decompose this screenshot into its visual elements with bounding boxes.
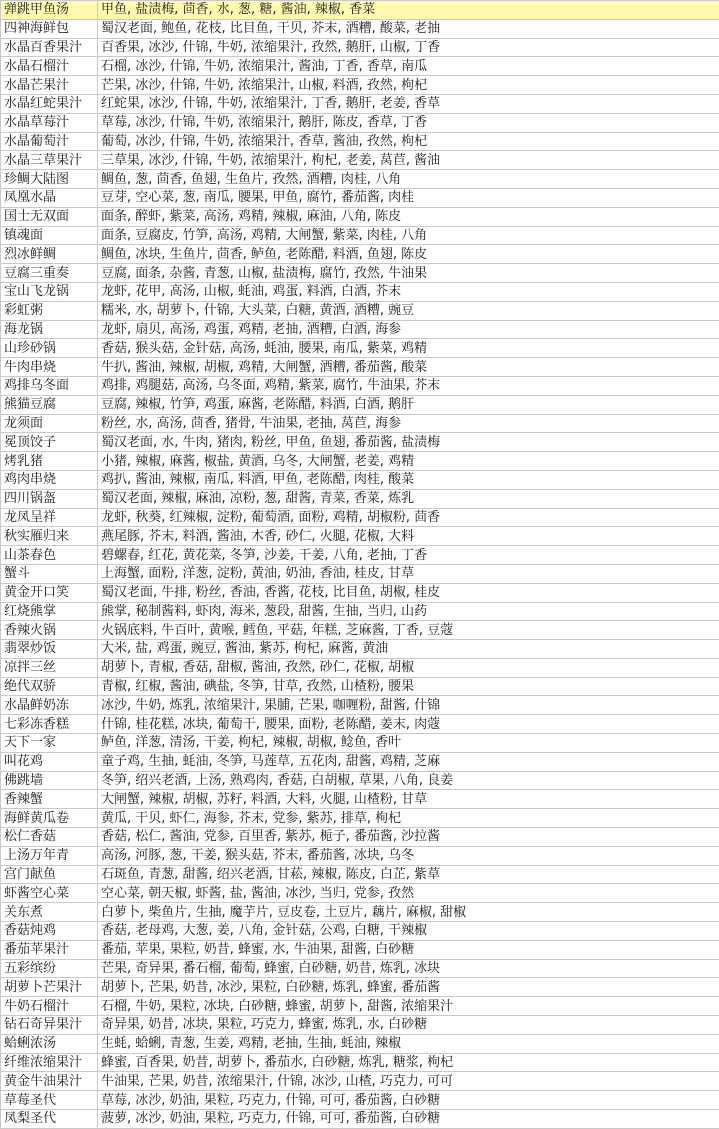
dish-name-cell: 凤凰水晶 xyxy=(1,188,98,207)
dish-name-cell: 熊猫豆腐 xyxy=(1,395,98,414)
table-row xyxy=(1,922,719,941)
dish-name-cell: 秋实雁归来 xyxy=(1,527,98,546)
dish-name-cell: 黄金开口笑 xyxy=(1,583,98,602)
ingredients-cell: 大闸蟹, 辣椒, 胡椒, 苏籽, 料酒, 大料, 火腿, 山楂粉, 甘草 xyxy=(98,790,719,809)
dish-name-cell: 四川锅盔 xyxy=(1,489,98,508)
dish-name-cell: 松仁香菇 xyxy=(1,828,98,847)
table-row xyxy=(1,94,719,113)
ingredients-cell: 蜀汉老面, 辣椒, 麻油, 凉粉, 葱, 甜酱, 青菜, 香菜, 炼乳 xyxy=(98,489,719,508)
table-row xyxy=(1,395,719,414)
ingredients-cell: 鸡扒, 酱油, 辣椒, 南瓜, 料酒, 甲鱼, 老陈醋, 肉桂, 酸菜 xyxy=(98,470,719,489)
table-row xyxy=(1,959,719,978)
table-row xyxy=(1,564,719,583)
table-row xyxy=(1,1034,719,1053)
dish-name-cell: 钻石奇异果汁 xyxy=(1,1016,98,1035)
ingredients-cell: 香菇, 猴头菇, 金针菇, 高汤, 蚝油, 腰果, 南瓜, 紫菜, 鸡精 xyxy=(98,339,719,358)
table-row xyxy=(1,320,719,339)
ingredients-cell: 大米, 盐, 鸡蛋, 豌豆, 酱油, 紫苏, 枸杞, 麻酱, 黄油 xyxy=(98,640,719,659)
dish-name-cell: 黄金牛油果汁 xyxy=(1,1072,98,1091)
ingredients-cell: 冬笋, 绍兴老酒, 上汤, 熟鸡肉, 香菇, 白胡椒, 草果, 八角, 良姜 xyxy=(98,771,719,790)
table-row xyxy=(1,245,719,264)
table-row xyxy=(1,583,719,602)
table-row xyxy=(1,846,719,865)
table-row xyxy=(1,19,719,38)
ingredients-cell: 什锦, 桂花糕, 冰块, 葡萄干, 腰果, 面粉, 老陈醋, 姜末, 肉蔻 xyxy=(98,715,719,734)
dish-name-cell: 草莓圣代 xyxy=(1,1091,98,1110)
ingredients-cell: 香菇, 松仁, 酱油, 党参, 百里香, 紫苏, 栀子, 番茄酱, 沙拉酱 xyxy=(98,828,719,847)
table-row xyxy=(1,188,719,207)
ingredients-cell: 葡萄, 冰沙, 什锦, 牛奶, 浓缩果汁, 香草, 酱油, 孜然, 枸杞 xyxy=(98,132,719,151)
ingredients-cell: 面条, 醉虾, 紫菜, 高汤, 鸡精, 辣椒, 麻油, 八角, 陈皮 xyxy=(98,207,719,226)
ingredients-cell: 菠萝, 冰沙, 奶油, 果粒, 巧克力, 什锦, 可可, 番茄酱, 白砂糖 xyxy=(98,1110,719,1129)
table-row xyxy=(1,376,719,395)
ingredients-cell: 石榴, 牛奶, 果粒, 冰块, 白砂糖, 蜂蜜, 胡萝卜, 甜酱, 浓缩果汁 xyxy=(98,997,719,1016)
dish-name-cell: 水晶百香果汁 xyxy=(1,38,98,57)
ingredients-cell: 百香果, 冰沙, 什锦, 牛奶, 浓缩果汁, 孜然, 鹅肝, 山椒, 丁香 xyxy=(98,38,719,57)
table-row xyxy=(1,771,719,790)
dish-name-cell: 鸡排乌冬面 xyxy=(1,376,98,395)
ingredients-cell: 高汤, 河豚, 葱, 干姜, 猴头菇, 芥末, 番茄酱, 冰块, 乌冬 xyxy=(98,846,719,865)
dish-name-cell: 蛤蜊浓汤 xyxy=(1,1034,98,1053)
ingredients-cell: 石斑鱼, 青葱, 甜酱, 绍兴老酒, 甘菘, 辣椒, 陈皮, 白芷, 紫草 xyxy=(98,865,719,884)
dish-name-cell: 弹跳甲鱼汤 xyxy=(1,1,98,20)
table-row xyxy=(1,1072,719,1091)
dish-name-cell: 豆腐三重奏 xyxy=(1,264,98,283)
dish-name-cell: 鸡肉串烧 xyxy=(1,470,98,489)
dish-name-cell: 蟹斗 xyxy=(1,564,98,583)
table-row xyxy=(1,903,719,922)
ingredients-cell: 蜀汉老面, 水, 牛肉, 猪肉, 粉丝, 甲鱼, 鱼翅, 番茄酱, 盐渍梅 xyxy=(98,433,719,452)
table-row xyxy=(1,226,719,245)
ingredients-cell: 蜂蜜, 百香果, 奶昔, 胡萝卜, 番茄水, 白砂糖, 炼乳, 糖浆, 枸杞 xyxy=(98,1053,719,1072)
table-row xyxy=(1,113,719,132)
ingredients-cell: 草莓, 冰沙, 奶油, 果粒, 巧克力, 什锦, 可可, 番茄酱, 白砂糖 xyxy=(98,1091,719,1110)
table-row xyxy=(1,677,719,696)
table-row xyxy=(1,809,719,828)
table-row xyxy=(1,452,719,471)
table-row xyxy=(1,207,719,226)
dish-name-cell: 翡翠炒饭 xyxy=(1,640,98,659)
dish-name-cell: 香菇炖鸡 xyxy=(1,922,98,941)
dish-name-cell: 上汤万年青 xyxy=(1,846,98,865)
ingredients-cell: 冰沙, 牛奶, 炼乳, 浓缩果汁, 果脯, 芒果, 咖喱粉, 甜酱, 什锦 xyxy=(98,696,719,715)
dish-name-cell: 香辣火锅 xyxy=(1,621,98,640)
dish-name-cell: 牛奶石榴汁 xyxy=(1,997,98,1016)
ingredients-cell: 三草果, 冰沙, 什锦, 牛奶, 浓缩果汁, 枸杞, 老姜, 莴苣, 酱油 xyxy=(98,151,719,170)
dish-name-cell: 水晶葡萄汁 xyxy=(1,132,98,151)
ingredients-cell: 豆芽, 空心菜, 葱, 南瓜, 腰果, 甲鱼, 腐竹, 番茄酱, 肉桂 xyxy=(98,188,719,207)
ingredients-cell: 鲷鱼, 冰块, 生鱼片, 茴香, 鲈鱼, 老陈醋, 料酒, 鱼翅, 陈皮 xyxy=(98,245,719,264)
dish-name-cell: 山茶春色 xyxy=(1,546,98,565)
dish-name-cell: 胡萝卜芒果汁 xyxy=(1,978,98,997)
dish-name-cell: 凤梨圣代 xyxy=(1,1110,98,1129)
dish-name-cell: 海龙锅 xyxy=(1,320,98,339)
ingredients-cell: 燕尾豚, 芥末, 料酒, 酱油, 木香, 砂仁, 火腿, 花椒, 大料 xyxy=(98,527,719,546)
table-row xyxy=(1,621,719,640)
ingredients-cell: 牛扒, 酱油, 辣椒, 胡椒, 鸡精, 大闸蟹, 酒糟, 番茄酱, 酸菜 xyxy=(98,358,719,377)
ingredients-cell: 鲷鱼, 葱, 茴香, 鱼翅, 生鱼片, 孜然, 酒糟, 肉桂, 八角 xyxy=(98,170,719,189)
table-row xyxy=(1,658,719,677)
table-row xyxy=(1,865,719,884)
dish-name-cell: 绝代双骄 xyxy=(1,677,98,696)
table-row xyxy=(1,1091,719,1110)
ingredients-cell: 红蛇果, 冰沙, 什锦, 牛奶, 浓缩果汁, 丁香, 鹅肝, 老姜, 香草 xyxy=(98,94,719,113)
dish-name-cell: 番茄苹果汁 xyxy=(1,940,98,959)
table-row xyxy=(1,884,719,903)
dish-name-cell: 水晶红蛇果汁 xyxy=(1,94,98,113)
ingredients-cell: 豆腐, 面条, 杂酱, 青葱, 山椒, 盐渍梅, 腐竹, 孜然, 牛油果 xyxy=(98,264,719,283)
table-row xyxy=(1,828,719,847)
ingredients-cell: 龙虾, 秋葵, 红辣椒, 淀粉, 葡萄酒, 面粉, 鸡精, 胡椒粉, 茴香 xyxy=(98,508,719,527)
table-row xyxy=(1,339,719,358)
ingredients-cell: 石榴, 冰沙, 什锦, 牛奶, 浓缩果汁, 酱油, 丁香, 香草, 南瓜 xyxy=(98,57,719,76)
table-row xyxy=(1,546,719,565)
table-row xyxy=(1,132,719,151)
ingredients-cell: 黄瓜, 干贝, 虾仁, 海参, 芥末, 党参, 紫苏, 排草, 枸杞 xyxy=(98,809,719,828)
dish-name-cell: 海鲜黄瓜卷 xyxy=(1,809,98,828)
table-row xyxy=(1,470,719,489)
table-row xyxy=(1,1053,719,1072)
table-row xyxy=(1,978,719,997)
ingredients-cell: 龙虾, 花甲, 高汤, 山椒, 蚝油, 鸡蛋, 料酒, 白酒, 芥末 xyxy=(98,282,719,301)
ingredients-cell: 番茄, 苹果, 果粒, 奶昔, 蜂蜜, 水, 牛油果, 甜酱, 白砂糖 xyxy=(98,940,719,959)
dish-name-cell: 四神海鲜包 xyxy=(1,19,98,38)
dish-name-cell: 虾酱空心菜 xyxy=(1,884,98,903)
dish-name-cell: 佛跳墙 xyxy=(1,771,98,790)
dish-name-cell: 烤乳猪 xyxy=(1,452,98,471)
ingredients-cell: 白萝卜, 柴鱼片, 生抽, 魔芋片, 豆皮卷, 土豆片, 藕片, 麻椒, 甜椒 xyxy=(98,903,719,922)
table-row xyxy=(1,282,719,301)
ingredients-cell: 鲈鱼, 洋葱, 清汤, 干姜, 枸杞, 辣椒, 胡椒, 鲶鱼, 香叶 xyxy=(98,734,719,753)
dish-name-cell: 水晶芒果汁 xyxy=(1,76,98,95)
ingredients-cell: 胡萝卜, 青椒, 香菇, 甜椒, 酱油, 孜然, 砂仁, 花椒, 胡椒 xyxy=(98,658,719,677)
table-row xyxy=(1,790,719,809)
ingredients-cell: 鸡排, 鸡腿菇, 高汤, 乌冬面, 鸡精, 紫菜, 腐竹, 牛油果, 芥末 xyxy=(98,376,719,395)
table-row xyxy=(1,170,719,189)
table-row xyxy=(1,433,719,452)
table-row xyxy=(1,997,719,1016)
ingredients-cell: 豆腐, 辣椒, 竹笋, 鸡蛋, 麻酱, 老陈醋, 料酒, 白酒, 鹅肝 xyxy=(98,395,719,414)
dish-name-cell: 珍鲷大陆图 xyxy=(1,170,98,189)
ingredients-cell: 香菇, 老母鸡, 大葱, 姜, 八角, 金针菇, 公鸡, 白糖, 干辣椒 xyxy=(98,922,719,941)
ingredients-cell: 童子鸡, 生抽, 蚝油, 冬笋, 马莲草, 五花肉, 甜酱, 鸡精, 芝麻 xyxy=(98,752,719,771)
ingredients-cell: 龙虾, 扇贝, 高汤, 鸡蛋, 鸡精, 老抽, 酒糟, 白酒, 海参 xyxy=(98,320,719,339)
ingredients-cell: 上海蟹, 面粉, 洋葱, 淀粉, 黄油, 奶油, 香油, 桂皮, 甘草 xyxy=(98,564,719,583)
dish-name-cell: 国士无双面 xyxy=(1,207,98,226)
table-row xyxy=(1,715,719,734)
ingredients-cell: 碧螺春, 红花, 黄花菜, 冬笋, 沙姜, 干姜, 八角, 老抽, 丁香 xyxy=(98,546,719,565)
dish-name-cell: 关东煮 xyxy=(1,903,98,922)
dish-name-cell: 水晶三草果汁 xyxy=(1,151,98,170)
table-row xyxy=(1,602,719,621)
ingredients-cell: 奇异果, 奶昔, 冰块, 果粒, 巧克力, 蜂蜜, 炼乳, 水, 白砂糖 xyxy=(98,1016,719,1035)
dish-name-cell: 镇魂面 xyxy=(1,226,98,245)
table-row xyxy=(1,358,719,377)
table-row xyxy=(1,1,719,20)
ingredients-cell: 蜀汉老面, 鲍鱼, 花枝, 比目鱼, 干贝, 芥末, 酒糟, 酸菜, 老抽 xyxy=(98,19,719,38)
dish-name-cell: 宫门献鱼 xyxy=(1,865,98,884)
dish-name-cell: 冕顶饺子 xyxy=(1,433,98,452)
table-row xyxy=(1,1016,719,1035)
dish-name-cell: 纤维浓缩果汁 xyxy=(1,1053,98,1072)
table-row xyxy=(1,301,719,320)
ingredients-cell: 小猪, 辣椒, 麻酱, 椒盐, 黄酒, 乌冬, 大闸蟹, 老姜, 鸡精 xyxy=(98,452,719,471)
ingredients-cell: 胡萝卜, 芒果, 奶昔, 冰沙, 果粒, 白砂糖, 炼乳, 蜂蜜, 番茄酱 xyxy=(98,978,719,997)
dish-name-cell: 牛肉串烧 xyxy=(1,358,98,377)
recipe-table-body xyxy=(1,1,719,1129)
dish-name-cell: 红烧熊掌 xyxy=(1,602,98,621)
ingredients-cell: 芒果, 奇异果, 番石榴, 葡萄, 蜂蜜, 白砂糖, 奶昔, 炼乳, 冰块 xyxy=(98,959,719,978)
table-row xyxy=(1,527,719,546)
table-row xyxy=(1,1110,719,1129)
table-row xyxy=(1,508,719,527)
ingredients-cell: 空心菜, 朝天椒, 虾酱, 盐, 酱油, 冰沙, 当归, 党参, 孜然 xyxy=(98,884,719,903)
table-row xyxy=(1,151,719,170)
dish-name-cell: 水晶石榴汁 xyxy=(1,57,98,76)
table-row xyxy=(1,76,719,95)
table-row xyxy=(1,414,719,433)
dish-name-cell: 叫花鸡 xyxy=(1,752,98,771)
table-row xyxy=(1,264,719,283)
ingredients-cell: 牛油果, 芒果, 奶昔, 浓缩果汁, 什锦, 冰沙, 山楂, 巧克力, 可可 xyxy=(98,1072,719,1091)
ingredients-cell: 青椒, 红椒, 酱油, 碘盐, 冬笋, 甘草, 孜然, 山楂粉, 腰果 xyxy=(98,677,719,696)
table-row xyxy=(1,734,719,753)
ingredients-cell: 粉丝, 水, 高汤, 茴香, 猪骨, 牛油果, 老抽, 莴苣, 海参 xyxy=(98,414,719,433)
table-row xyxy=(1,640,719,659)
dish-name-cell: 宝山飞龙锅 xyxy=(1,282,98,301)
dish-name-cell: 五彩缤纷 xyxy=(1,959,98,978)
ingredients-cell: 熊掌, 秘制酱料, 虾肉, 海米, 葱段, 甜酱, 生抽, 当归, 山药 xyxy=(98,602,719,621)
dish-name-cell: 山珍砂锅 xyxy=(1,339,98,358)
table-row xyxy=(1,752,719,771)
dish-name-cell: 香辣蟹 xyxy=(1,790,98,809)
dish-name-cell: 七彩冻香糕 xyxy=(1,715,98,734)
dish-name-cell: 凉拌三丝 xyxy=(1,658,98,677)
table-row xyxy=(1,489,719,508)
dish-name-cell: 水晶鲜奶冻 xyxy=(1,696,98,715)
ingredients-cell: 火锅底料, 牛百叶, 黄喉, 鳕鱼, 平菇, 年糕, 芝麻酱, 丁香, 豆蔻 xyxy=(98,621,719,640)
ingredients-cell: 糯米, 水, 胡萝卜, 什锦, 大头菜, 白糖, 黄酒, 酒糟, 豌豆 xyxy=(98,301,719,320)
dish-name-cell: 烈冰鲜鲷 xyxy=(1,245,98,264)
ingredients-cell: 草莓, 冰沙, 什锦, 牛奶, 浓缩果汁, 鹅肝, 陈皮, 香草, 丁香 xyxy=(98,113,719,132)
ingredients-cell: 甲鱼, 盐渍梅, 茴香, 水, 葱, 糖, 酱油, 辣椒, 香菜 xyxy=(98,1,719,20)
table-row xyxy=(1,940,719,959)
dish-name-cell: 水晶草莓汁 xyxy=(1,113,98,132)
ingredients-cell: 蜀汉老面, 牛排, 粉丝, 香油, 香酱, 花枝, 比目鱼, 胡椒, 桂皮 xyxy=(98,583,719,602)
dish-name-cell: 天下一家 xyxy=(1,734,98,753)
table-row xyxy=(1,38,719,57)
table-row xyxy=(1,57,719,76)
ingredients-cell: 面条, 豆腐皮, 竹笋, 高汤, 鸡精, 大闸蟹, 紫菜, 肉桂, 八角 xyxy=(98,226,719,245)
ingredients-cell: 芒果, 冰沙, 什锦, 牛奶, 浓缩果汁, 山椒, 料酒, 孜然, 枸杞 xyxy=(98,76,719,95)
table-row xyxy=(1,696,719,715)
dish-name-cell: 龙须面 xyxy=(1,414,98,433)
dish-name-cell: 彩虹粥 xyxy=(1,301,98,320)
ingredients-cell: 生蚝, 蛤蜊, 青葱, 生姜, 鸡精, 老抽, 生抽, 蚝油, 辣椒 xyxy=(98,1034,719,1053)
dish-name-cell: 龙凤呈祥 xyxy=(1,508,98,527)
